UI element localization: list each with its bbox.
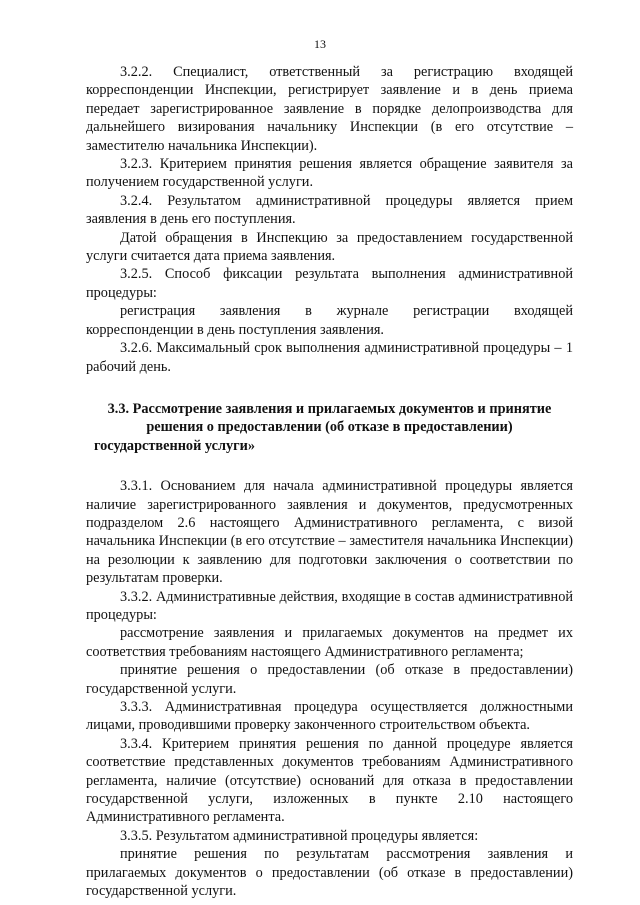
paragraph-3-3-3: 3.3.3. Административная процедура осуществляется должностными лицами, проводившими проверку законченного строительством объекта. bbox=[86, 699, 573, 734]
paragraph-3-3-5: 3.3.5. Результатом административной процедуры является: bbox=[120, 827, 479, 844]
document-body bbox=[86, 63, 573, 900]
paragraph-date-of-request: Датой обращения в Инспекцию за предоставлением государственной услуги считается дата приема заявления. bbox=[86, 229, 573, 265]
page-number: 13 bbox=[314, 37, 326, 51]
paragraph-3-2-2: 3.2.2. Специалист, ответственный за регистрацию входящей корреспонденции Инспекции, регистрирует заявление и в день приема передает зарегистрированное заявление в порядке делопроизводства для дальнейшего визирования начальнику Инспекции (в его отсутствие – заместителю начальника Инспекции). bbox=[86, 64, 573, 154]
paragraph-3-3-2: 3.3.2. Административные действия, входящие в состав административной процедуры: bbox=[86, 588, 573, 623]
paragraph-result: принятие решения по результатам рассмотрения заявления и прилагаемых документов о предоставлении (об отказе в предоставлении) государственной услуги. bbox=[86, 846, 573, 900]
section-heading-3-3: 3.3. Рассмотрение заявления и прилагаемых документов и принятие решения о предоставлении (об отказе в предоставлении) государственной услуги» bbox=[94, 400, 552, 454]
paragraph-3-2-5: 3.2.5. Способ фиксации результата выполнения административной процедуры: bbox=[86, 266, 573, 301]
paragraph-3-2-3: 3.2.3. Критерием принятия решения является обращение заявителя за получением государственной услуги. bbox=[86, 156, 573, 191]
paragraph-review-documents: рассмотрение заявления и прилагаемых документов на предмет их соответствия требованиям настоящего Административного регламента; bbox=[86, 625, 573, 660]
paragraph-3-3-1: 3.3.1. Основанием для начала административной процедуры является наличие зарегистрированного заявления и документов, предусмотренных подразделом 2.6 настоящего Административного регламента, с визой начальника Инспекции (в его отсутствие – заместителя начальника Инспекции) на резолюции к заявлению для подготовки заключения о соответствии по результатам проверки. bbox=[86, 478, 573, 587]
paragraph-3-3-4: 3.3.4. Критерием принятия решения по данной процедуре является соответствие представленных документов требованиям Административного регламента, наличие (отсутствие) оснований для отказа в предоставлении государственной услуги, изложенных в пункте 2.10 настоящего Административного регламента. bbox=[86, 735, 573, 826]
paragraph-registration-method: регистрация заявления в журнале регистрации входящей корреспонденции в день поступления заявления. bbox=[86, 303, 573, 338]
paragraph-3-2-4: 3.2.4. Результатом административной процедуры является прием заявления в день его поступления. bbox=[86, 192, 573, 228]
paragraph-decision: принятие решения о предоставлении (об отказе в предоставлении) государственной услуги. bbox=[86, 662, 573, 697]
paragraph-3-2-6: 3.2.6. Максимальный срок выполнения административной процедуры – 1 рабочий день. bbox=[86, 340, 573, 375]
